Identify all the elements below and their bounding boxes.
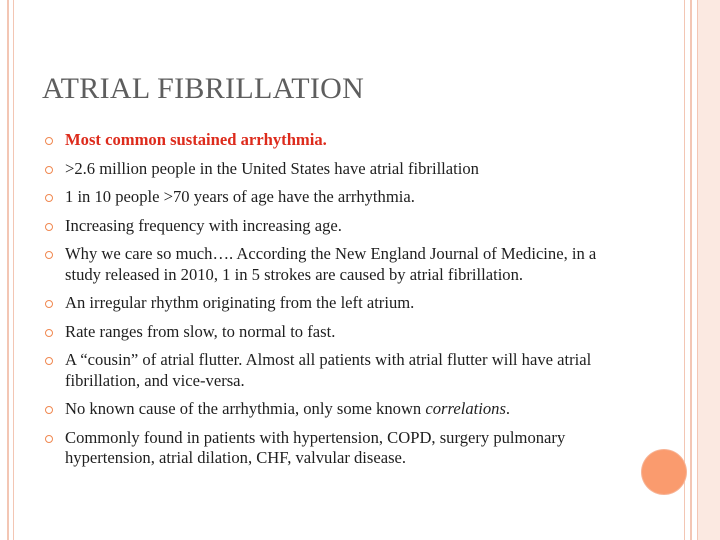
bullet-item [45, 130, 635, 151]
bullet-circle-icon [45, 357, 53, 365]
bullet-item [45, 350, 635, 391]
bullet-list [45, 130, 635, 477]
bullet-circle-icon [45, 329, 53, 337]
bullet-item [45, 244, 635, 285]
bullet-circle-icon [45, 406, 53, 414]
left-frame-line [7, 0, 9, 540]
bullet-item [45, 399, 635, 420]
bullet-text: An irregular rhythm originating from the left atrium. [65, 293, 415, 312]
bullet-item [45, 216, 635, 237]
right-frame-line-thin [684, 0, 685, 540]
right-decor-band [698, 0, 720, 540]
slide-title: ATRIAL FIBRILLATION [42, 72, 365, 105]
bullet-circle-icon [45, 251, 53, 259]
bullet-item [45, 159, 635, 180]
bullet-circle-icon [45, 137, 53, 145]
bullet-circle-icon [45, 166, 53, 174]
bullet-text-prefix: No known cause of the arrhythmia, only some known [65, 399, 426, 418]
bullet-text: >2.6 million people in the United States have atrial fibrillation [65, 158, 479, 178]
bullet-text [65, 399, 510, 418]
bullet-item [45, 187, 635, 208]
bullet-text-suffix: . [505, 399, 511, 418]
bullet-item [45, 428, 635, 469]
bullet-text-emphasis: correlations [425, 399, 506, 418]
decor-circle-icon [642, 450, 686, 494]
bullet-text: Commonly found in patients with hypertension, COPD, surgery pulmonary hypertension, atrial dilation, CHF, valvular disease. [65, 427, 566, 467]
bullet-text: A “cousin” of atrial flutter. Almost all patients with atrial flutter will have atrial fibrillation, and vice-versa. [65, 350, 592, 390]
bullet-text: 1 in 10 people >70 years of age have the arrhythmia. [65, 187, 415, 206]
left-frame-line-thin [13, 0, 14, 540]
bullet-item [45, 293, 635, 314]
bullet-text: Increasing frequency with increasing age. [65, 215, 342, 235]
bullet-circle-icon [45, 194, 53, 202]
bullet-circle-icon [45, 300, 53, 308]
bullet-text: Why we care so much…. According the New England Journal of Medicine, in a study released in 2010, 1 in 5 strokes are caused by atrial fibrillation. [65, 244, 597, 284]
right-frame-line [690, 0, 692, 540]
bullet-circle-icon [45, 223, 53, 231]
bullet-text: Most common sustained arrhythmia. [65, 130, 327, 149]
bullet-circle-icon [45, 435, 53, 443]
bullet-text: Rate ranges from slow, to normal to fast. [65, 321, 336, 341]
bullet-item [45, 322, 635, 343]
